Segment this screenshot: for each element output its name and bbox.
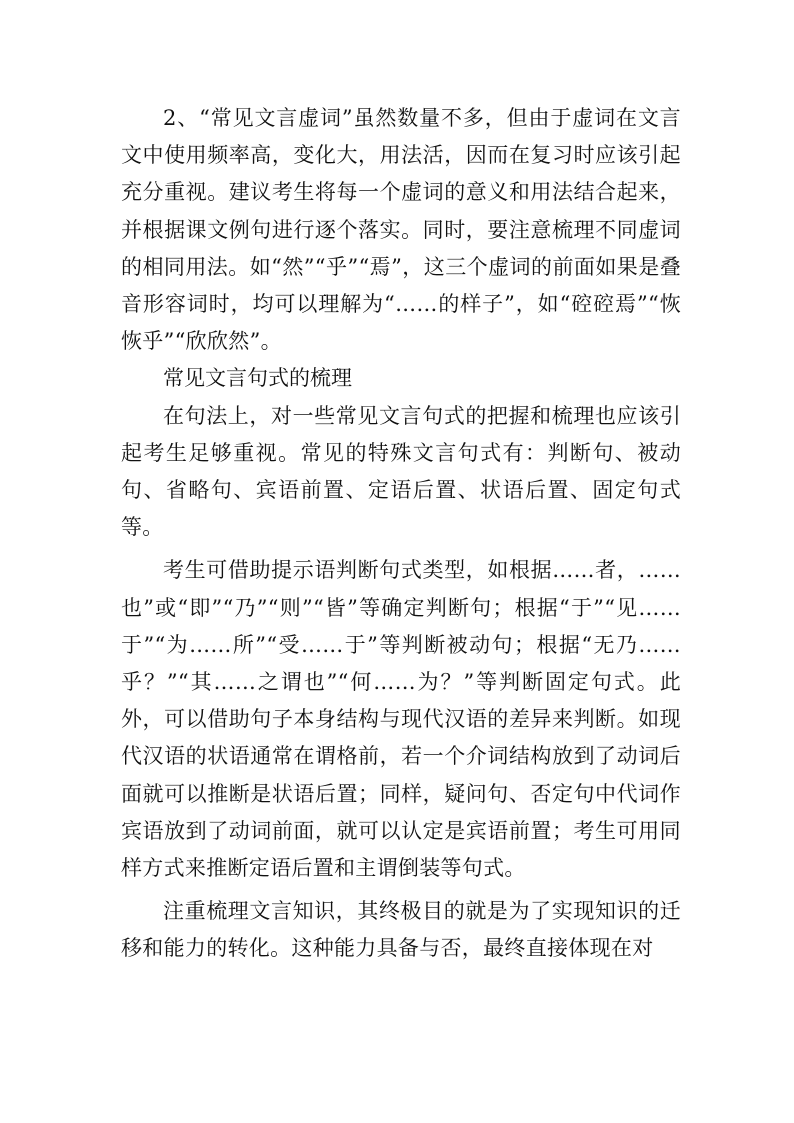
section-heading: 常见文言句式的梳理 bbox=[163, 366, 352, 391]
paragraph-judging-patterns: 考生可借助提示语判断句式类型，如根据……者，……也”或“即”“乃”“则”“皆”等确定判断句；根据“于”“见……于”“为……所”“受……于”等判断被动句；根据“无乃……乎？”“其……之谓也”“何……为？”等判断固定句式。此外，可以借助句子本身结构与现代汉语的差异来判断。如现代汉语的状语通常在谓格前，若一个介词结构放到了动词后面就可以推断是状语后置；同样，疑问句、否定句中代词作宾语放到了动词前面，就可以认定是宾语前置；考生可用同样方式来推断定语后置和主谓倒装等句式。 bbox=[121, 558, 681, 881]
document-body bbox=[121, 100, 681, 968]
paragraph-function-words: 2、“常见文言虚词”虽然数量不多，但由于虚词在文言文中使用频率高，变化大，用法活，因而在复习时应该引起充分重视。建议考生将每一个虚词的意义和用法结合起来，并根据课文例句进行逐个落实。同时，要注意梳理不同虚词的相同用法。如“然”“乎”“焉”，这三个虚词的前面如果是叠音形容词时，均可以理解为“……的样子”，如“硿硿焉”“恢恢乎”“欣欣然”。 bbox=[121, 106, 681, 354]
paragraph-knowledge-transfer: 注重梳理文言知识，其终极目的就是为了实现知识的迁移和能力的转化。这种能力具备与否，最终直接体现在对 bbox=[121, 899, 681, 961]
paragraph-sentence-patterns: 在句法上，对一些常见文言句式的把握和梳理也应该引起考生足够重视。常见的特殊文言句式有：判断句、被动句、省略句、宾语前置、定语后置、状语后置、固定句式等。 bbox=[121, 403, 681, 540]
